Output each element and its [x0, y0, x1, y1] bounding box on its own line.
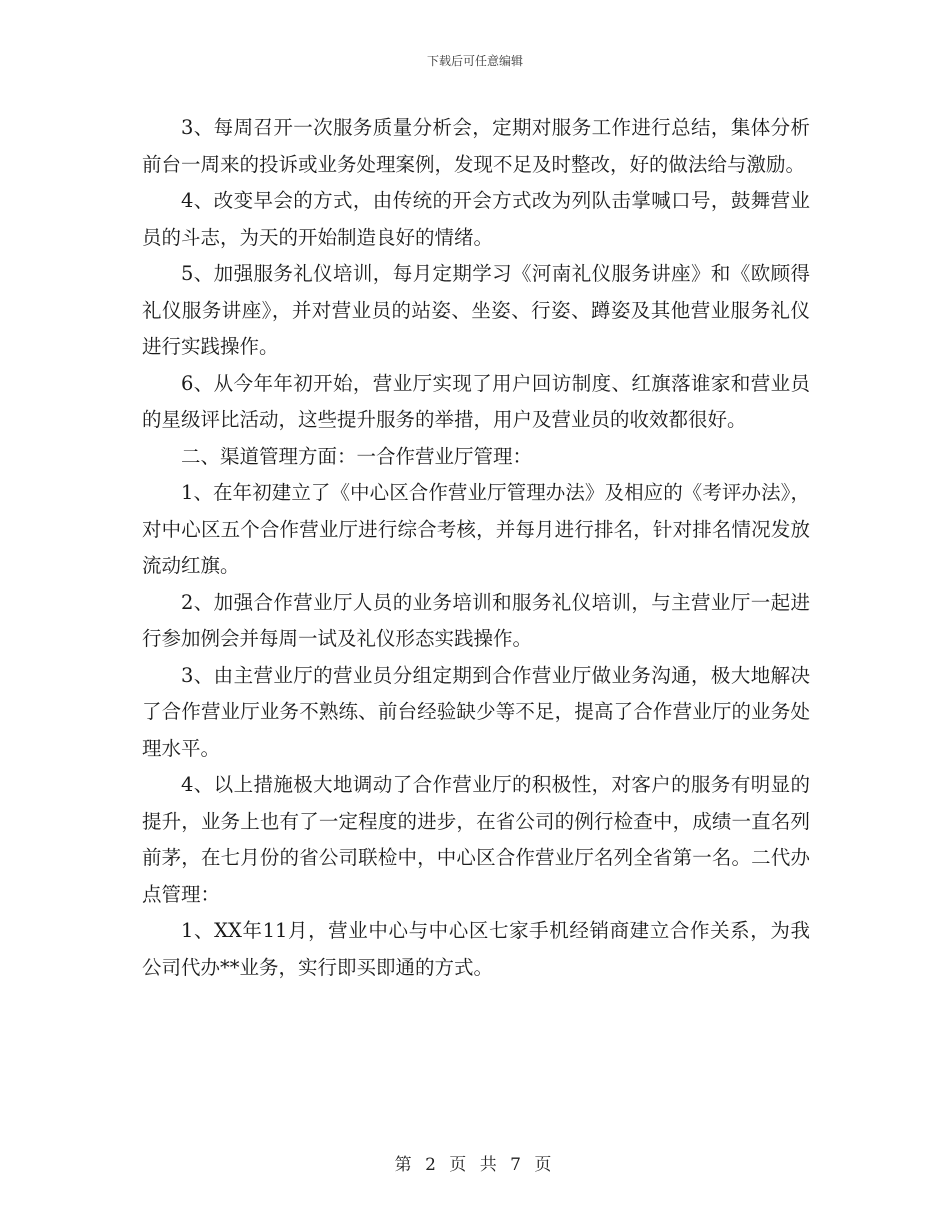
document-body — [142, 110, 810, 986]
page-number-footer: 第 2 页 共 7 页 — [394, 1155, 556, 1175]
paragraph: 4、改变早会的方式，由传统的开会方式改为列队击掌喊口号，鼓舞营业员的斗志，为天的开始制造良好的情绪。 — [142, 189, 810, 249]
section-heading: 二、渠道管理方面：一合作营业厅管理： — [181, 444, 533, 468]
paragraph: 2、加强合作营业厅人员的业务培训和服务礼仪培训，与主营业厅一起进行参加例会并每周一试及礼仪形态实践操作。 — [142, 590, 810, 650]
paragraph: 3、由主营业厅的营业员分组定期到合作营业厅做业务沟通，极大地解决了合作营业厅业务不熟练、前台经验缺少等不足，提高了合作营业厅的业务处理水平。 — [142, 663, 810, 760]
paragraph: 1、在年初建立了《中心区合作营业厅管理办法》及相应的《考评办法》，对中心区五个合作营业厅进行综合考核，并每月进行排名，针对排名情况发放流动红旗。 — [142, 481, 810, 577]
paragraph: 1、XX年11月，营业中心与中心区七家手机经销商建立合作关系，为我公司代办**业务，实行即买即通的方式。 — [142, 919, 810, 979]
paragraph: 3、每周召开一次服务质量分析会，定期对服务工作进行总结，集体分析前台一周来的投诉或业务处理案例，发现不足及时整改，好的做法给与激励。 — [142, 116, 810, 176]
page-header: 下载后可任意编辑 — [426, 54, 523, 68]
paragraph: 6、从今年年初开始，营业厅实现了用户回访制度、红旗落谁家和营业员的星级评比活动，这些提升服务的举措，用户及营业员的收效都很好。 — [142, 371, 810, 431]
paragraph: 5、加强服务礼仪培训，每月定期学习《河南礼仪服务讲座》和《欧顾得礼仪服务讲座》，并对营业员的站姿、坐姿、行姿、蹲姿及其他营业服务礼仪进行实践操作。 — [142, 262, 810, 358]
paragraph: 4、以上措施极大地调动了合作营业厅的积极性，对客户的服务有明显的提升，业务上也有了一定程度的进步，在省公司的例行检查中，成绩一直名列前茅，在七月份的省公司联检中，中心区合作营业厅名列全省第一名。二代办点管理： — [142, 773, 810, 906]
